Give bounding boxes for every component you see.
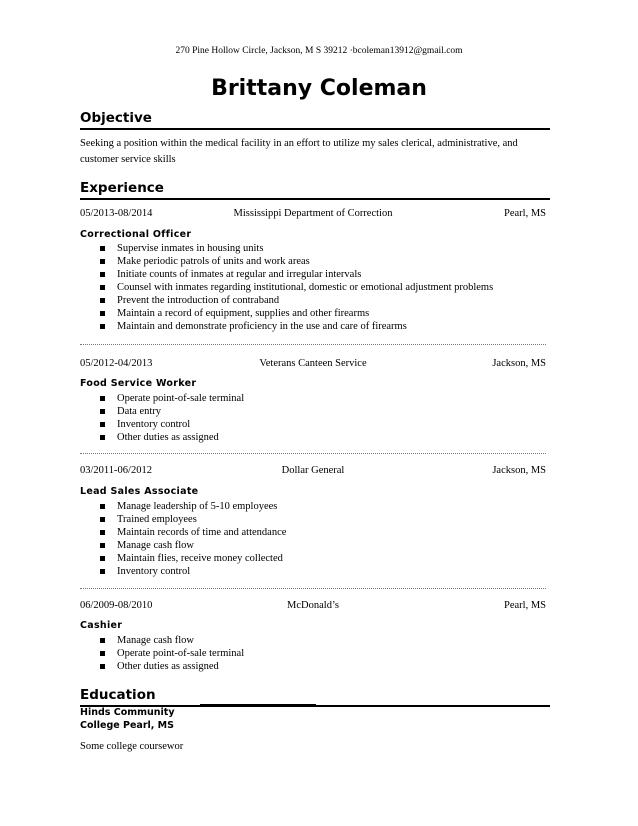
objective-heading: Objective (80, 110, 550, 130)
list-item: Manage cash flow (80, 634, 244, 647)
job-location: Pearl, MS (504, 600, 546, 611)
job-duties-list (80, 392, 244, 444)
list-item: Manage cash flow (80, 539, 286, 552)
job-employer: Dollar General (281, 465, 345, 476)
job-location: Jackson, MS (492, 465, 546, 476)
square-bullet-icon (100, 246, 105, 251)
list-item: Prevent the introduction of contraband (80, 294, 493, 307)
job-employer: McDonald’s (287, 600, 339, 611)
job-dates: 06/2009-08/2010 (80, 600, 153, 611)
list-item: Make periodic patrols of units and work areas (80, 255, 493, 268)
list-item: Manage leadership of 5-10 employees (80, 500, 286, 513)
square-bullet-icon (100, 517, 105, 522)
divider (80, 344, 546, 345)
list-item: Maintain records of time and attendance (80, 526, 286, 539)
list-item: Inventory control (80, 418, 244, 431)
list-item: Data entry (80, 405, 244, 418)
list-item: Operate point-of-sale terminal (80, 392, 244, 405)
job-duties-list (80, 500, 286, 578)
list-item: Initiate counts of inmates at regular and irregular intervals (80, 268, 493, 281)
divider (200, 704, 316, 706)
objective-text: Seeking a position within the medical facility in an effort to utilize my sales clerical, administrative, and customer service skills (80, 138, 518, 165)
list-item: Counsel with inmates regarding institutional, domestic or emotional adjustment problems (80, 281, 493, 294)
square-bullet-icon (100, 324, 105, 329)
square-bullet-icon (100, 556, 105, 561)
square-bullet-icon (100, 409, 105, 414)
square-bullet-icon (100, 435, 105, 440)
job-employer: Veterans Canteen Service (259, 358, 367, 369)
square-bullet-icon (100, 285, 105, 290)
job-title: Cashier (80, 620, 123, 631)
square-bullet-icon (100, 638, 105, 643)
list-item: Trained employees (80, 513, 286, 526)
job-dates: 03/2011-06/2012 (80, 465, 152, 476)
square-bullet-icon (100, 311, 105, 316)
job-location: Jackson, MS (492, 358, 546, 369)
school-name (80, 706, 175, 732)
job-title: Food Service Worker (80, 378, 197, 389)
job-duties-list (80, 634, 244, 673)
job-duties-list (80, 242, 493, 333)
list-item: Inventory control (80, 565, 286, 578)
square-bullet-icon (100, 543, 105, 548)
list-item: Operate point-of-sale terminal (80, 647, 244, 660)
list-item: Supervise inmates in housing units (80, 242, 493, 255)
square-bullet-icon (100, 396, 105, 401)
education-heading: Education (80, 687, 550, 707)
square-bullet-icon (100, 298, 105, 303)
job-header (80, 463, 546, 479)
list-item: Maintain a record of equipment, supplies and other firearms (80, 307, 493, 320)
list-item: Maintain flies, receive money collected (80, 552, 286, 565)
divider (80, 588, 546, 589)
list-item: Other duties as assigned (80, 431, 244, 444)
divider (80, 453, 546, 454)
square-bullet-icon (100, 569, 105, 574)
square-bullet-icon (100, 422, 105, 427)
job-dates: 05/2012-04/2013 (80, 358, 153, 369)
list-item: Other duties as assigned (80, 660, 244, 673)
square-bullet-icon (100, 504, 105, 509)
square-bullet-icon (100, 530, 105, 535)
job-location: Pearl, MS (504, 208, 546, 219)
education-detail: Some college coursewor (80, 741, 184, 752)
square-bullet-icon (100, 259, 105, 264)
experience-heading: Experience (80, 180, 550, 200)
job-header (80, 206, 546, 222)
job-dates: 05/2013-08/2014 (80, 208, 153, 219)
square-bullet-icon (100, 651, 105, 656)
job-header (80, 598, 546, 614)
job-title: Lead Sales Associate (80, 486, 199, 497)
school-line-2: College Pearl, MS (80, 720, 174, 731)
job-employer: Mississippi Department of Correction (233, 208, 393, 219)
list-item: Maintain and demonstrate proficiency in the use and care of firearms (80, 320, 493, 333)
square-bullet-icon (100, 664, 105, 669)
candidate-name: Brittany Coleman (211, 76, 427, 101)
job-title: Correctional Officer (80, 229, 192, 240)
contact-info: 270 Pine Hollow Circle, Jackson, M S 39212 ·bcoleman13912@gmail.com (175, 46, 463, 56)
square-bullet-icon (100, 272, 105, 277)
school-line-1: Hinds Community (80, 707, 175, 718)
job-header (80, 356, 546, 372)
